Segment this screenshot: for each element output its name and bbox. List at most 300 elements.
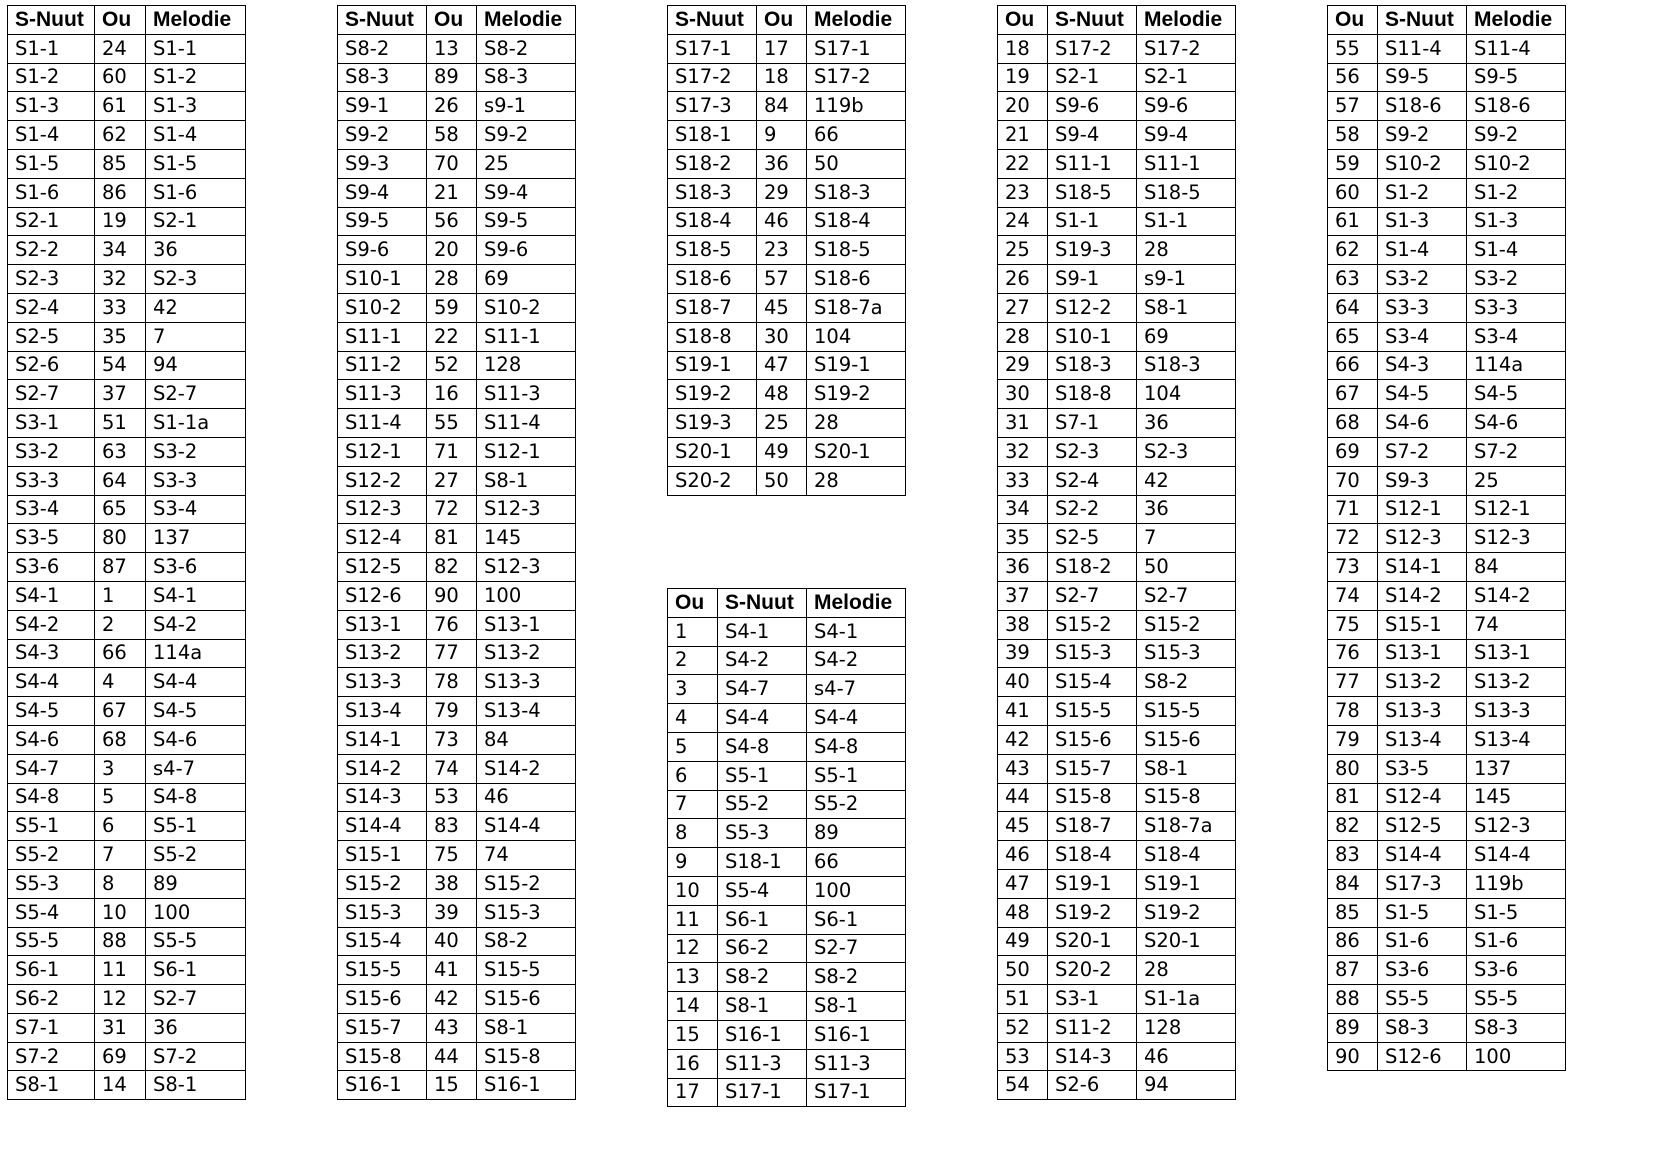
table-cell: 88 xyxy=(95,927,146,956)
table-cell: S18-2 xyxy=(1048,553,1137,582)
table-cell: S5-4 xyxy=(718,876,807,905)
table-row xyxy=(668,207,906,236)
table-cell: 90 xyxy=(427,581,477,610)
column-header: Melodie xyxy=(807,6,906,35)
table-cell: S14-2 xyxy=(338,754,427,783)
table-cell: S8-3 xyxy=(1378,1013,1467,1042)
table-cell: S16-1 xyxy=(718,1020,807,1049)
table-cell: 83 xyxy=(427,812,477,841)
table-cell: S9-4 xyxy=(338,178,427,207)
table-cell: 128 xyxy=(1137,1013,1236,1042)
table-cell: S12-6 xyxy=(338,581,427,610)
table-cell: S4-5 xyxy=(1467,380,1566,409)
table-row xyxy=(998,783,1236,812)
table-cell: 76 xyxy=(427,610,477,639)
table-cell: S2-3 xyxy=(1048,437,1137,466)
table-cell: 77 xyxy=(1328,668,1378,697)
table-cell: 59 xyxy=(427,293,477,322)
table-cell: S12-3 xyxy=(1467,812,1566,841)
table-cell: 13 xyxy=(427,34,477,63)
table-row xyxy=(1328,985,1566,1014)
table-cell: S8-3 xyxy=(1467,1013,1566,1042)
column-header: Ou xyxy=(757,6,807,35)
table-row xyxy=(338,409,576,438)
table-cell: S3-3 xyxy=(146,466,246,495)
table-cell: S20-1 xyxy=(668,437,757,466)
table-cell: 68 xyxy=(1328,409,1378,438)
table-cell: S14-2 xyxy=(1378,581,1467,610)
table-cell: 69 xyxy=(477,265,576,294)
table-row xyxy=(998,293,1236,322)
table-cell: 16 xyxy=(427,380,477,409)
column-header: Melodie xyxy=(477,6,576,35)
table-cell: S9-5 xyxy=(338,207,427,236)
table-cell: 50 xyxy=(998,956,1048,985)
table-row xyxy=(338,265,576,294)
table-cell: 46 xyxy=(757,207,807,236)
table-row xyxy=(998,725,1236,754)
table-cell: 19 xyxy=(998,63,1048,92)
table-cell: S13-1 xyxy=(1378,639,1467,668)
table-cell: S3-6 xyxy=(146,553,246,582)
table-row xyxy=(338,927,576,956)
table-cell: 50 xyxy=(1137,553,1236,582)
table-row xyxy=(998,63,1236,92)
table-cell: 48 xyxy=(998,898,1048,927)
table-row xyxy=(998,553,1236,582)
table-cell: S15-6 xyxy=(1048,725,1137,754)
table-cell: 20 xyxy=(998,92,1048,121)
table-cell: S1-1 xyxy=(1137,207,1236,236)
header-row xyxy=(998,6,1236,35)
table-cell: 25 xyxy=(477,149,576,178)
table-cell: 22 xyxy=(998,149,1048,178)
table-cell: S5-5 xyxy=(1378,985,1467,1014)
table-cell: S7-1 xyxy=(1048,409,1137,438)
table-cell: 8 xyxy=(668,819,718,848)
table-row xyxy=(8,1071,246,1100)
table-cell: S1-6 xyxy=(8,178,95,207)
table-cell: S9-1 xyxy=(338,92,427,121)
table-cell: 94 xyxy=(1137,1071,1236,1100)
table-cell: S15-1 xyxy=(338,841,427,870)
table-cell: S19-3 xyxy=(1048,236,1137,265)
header-row xyxy=(8,6,246,35)
table-cell: 18 xyxy=(998,34,1048,63)
header-row xyxy=(668,6,906,35)
table-row xyxy=(1328,783,1566,812)
table-cell: S2-1 xyxy=(8,207,95,236)
table-cell: S6-2 xyxy=(718,934,807,963)
table-cell: S5-5 xyxy=(146,927,246,956)
table-cell: 51 xyxy=(998,985,1048,1014)
table-cell: S1-3 xyxy=(8,92,95,121)
table-cell: S2-4 xyxy=(8,293,95,322)
table-cell: 69 xyxy=(1137,322,1236,351)
table-cell: 31 xyxy=(998,409,1048,438)
table-cell: S11-1 xyxy=(1137,149,1236,178)
table-row xyxy=(1328,121,1566,150)
table-cell: 69 xyxy=(1328,437,1378,466)
table-cell: S11-1 xyxy=(477,322,576,351)
table-cell: S2-1 xyxy=(1048,63,1137,92)
table-cell: S14-4 xyxy=(338,812,427,841)
table-cell: 83 xyxy=(1328,841,1378,870)
table-cell: 16 xyxy=(668,1049,718,1078)
table-row xyxy=(338,956,576,985)
table-row xyxy=(668,704,906,733)
table-cell: S14-3 xyxy=(1048,1042,1137,1071)
table-cell: 78 xyxy=(1328,697,1378,726)
table-cell: 25 xyxy=(757,409,807,438)
table-cell: S4-6 xyxy=(1467,409,1566,438)
table-cell: 128 xyxy=(477,351,576,380)
table-row xyxy=(1328,841,1566,870)
table-row xyxy=(1328,322,1566,351)
table-cell: 52 xyxy=(427,351,477,380)
table-cell: S13-3 xyxy=(338,668,427,697)
table-cell: S18-3 xyxy=(1137,351,1236,380)
table-row xyxy=(1328,495,1566,524)
table-cell: 76 xyxy=(1328,639,1378,668)
table-cell: S4-1 xyxy=(718,617,807,646)
table-row xyxy=(338,351,576,380)
table-row xyxy=(998,697,1236,726)
table-row xyxy=(1328,668,1566,697)
table-cell: 30 xyxy=(998,380,1048,409)
table-cell: S4-4 xyxy=(807,704,906,733)
table-row xyxy=(998,668,1236,697)
table-cell: S2-3 xyxy=(8,265,95,294)
table-cell: S11-4 xyxy=(338,409,427,438)
table-cell: 58 xyxy=(427,121,477,150)
table-cell: S9-5 xyxy=(477,207,576,236)
table-cell: S15-8 xyxy=(1137,783,1236,812)
table-cell: S18-3 xyxy=(807,178,906,207)
table-cell: S4-1 xyxy=(807,617,906,646)
table-cell: 36 xyxy=(998,553,1048,582)
table-row xyxy=(338,437,576,466)
table-cell: 1 xyxy=(95,581,146,610)
table-row xyxy=(1328,380,1566,409)
table-cell: 55 xyxy=(427,409,477,438)
table-cell: S14-3 xyxy=(338,783,427,812)
table-cell: 72 xyxy=(1328,524,1378,553)
table-row xyxy=(668,34,906,63)
table-cell: S5-1 xyxy=(807,761,906,790)
table-cell: S5-2 xyxy=(807,790,906,819)
table-cell: S3-6 xyxy=(1378,956,1467,985)
table-cell: 86 xyxy=(1328,927,1378,956)
table-row xyxy=(338,1042,576,1071)
table-cell: S17-1 xyxy=(807,1078,906,1107)
table-cell: S5-4 xyxy=(8,898,95,927)
table-cell: S5-1 xyxy=(718,761,807,790)
table-cell: S3-2 xyxy=(1467,265,1566,294)
table-row xyxy=(668,121,906,150)
table-cell: 24 xyxy=(998,207,1048,236)
table-cell: 26 xyxy=(998,265,1048,294)
table-cell: S18-6 xyxy=(1378,92,1467,121)
table-cell: S19-2 xyxy=(1048,898,1137,927)
table-row xyxy=(998,639,1236,668)
table-cell: S18-5 xyxy=(1137,178,1236,207)
table-cell: s4-7 xyxy=(807,675,906,704)
table-cell: S1-1 xyxy=(146,34,246,63)
table-cell: 114a xyxy=(1467,351,1566,380)
table-cell: 100 xyxy=(146,898,246,927)
table-row xyxy=(668,92,906,121)
table-cell: 2 xyxy=(95,610,146,639)
table-row xyxy=(8,581,246,610)
table-row xyxy=(668,351,906,380)
table-cell: S15-6 xyxy=(338,985,427,1014)
table-cell: S13-4 xyxy=(1467,725,1566,754)
table-cell: 45 xyxy=(757,293,807,322)
table-row xyxy=(998,956,1236,985)
table-cell: S1-2 xyxy=(146,63,246,92)
table-cell: 53 xyxy=(427,783,477,812)
table-cell: S12-4 xyxy=(338,524,427,553)
table-cell: 28 xyxy=(1137,956,1236,985)
header-row xyxy=(338,6,576,35)
table-cell: 90 xyxy=(1328,1042,1378,1071)
table-cell: S1-1 xyxy=(1048,207,1137,236)
table-cell: S19-1 xyxy=(668,351,757,380)
table-row xyxy=(8,293,246,322)
table-cell: S15-3 xyxy=(477,898,576,927)
table-cell: S20-2 xyxy=(1048,956,1137,985)
table-cell: S3-6 xyxy=(1467,956,1566,985)
table-row xyxy=(668,293,906,322)
table-cell: 5 xyxy=(668,732,718,761)
table-cell: S15-4 xyxy=(1048,668,1137,697)
table-cell: 33 xyxy=(95,293,146,322)
table-cell: 60 xyxy=(1328,178,1378,207)
table-cell: 9 xyxy=(668,848,718,877)
table-cell: 69 xyxy=(95,1042,146,1071)
table-cell: S11-3 xyxy=(718,1049,807,1078)
table-cell: S16-1 xyxy=(477,1071,576,1100)
table-cell: S5-2 xyxy=(146,841,246,870)
table-row xyxy=(1328,1013,1566,1042)
table-cell: 81 xyxy=(1328,783,1378,812)
table-row xyxy=(8,265,246,294)
table-cell: S15-8 xyxy=(477,1042,576,1071)
table-cell: S8-1 xyxy=(807,992,906,1021)
table-cell: 137 xyxy=(146,524,246,553)
table-cell: 47 xyxy=(998,869,1048,898)
table-row xyxy=(1328,898,1566,927)
table-row xyxy=(8,524,246,553)
table-cell: S18-1 xyxy=(668,121,757,150)
table-row xyxy=(338,869,576,898)
table-cell: S1-5 xyxy=(146,149,246,178)
table-cell: S14-4 xyxy=(1467,841,1566,870)
table-row xyxy=(338,34,576,63)
table-cell: S8-2 xyxy=(1137,668,1236,697)
table-cell: 49 xyxy=(998,927,1048,956)
table-cell: S15-6 xyxy=(477,985,576,1014)
table-cell: S14-2 xyxy=(477,754,576,783)
column-header: Melodie xyxy=(1137,6,1236,35)
table-cell: 18 xyxy=(757,63,807,92)
table-row xyxy=(8,725,246,754)
table-cell: 75 xyxy=(427,841,477,870)
table-row xyxy=(1328,466,1566,495)
table-row xyxy=(1328,610,1566,639)
table-cell: S2-6 xyxy=(1048,1071,1137,1100)
table-cell: 77 xyxy=(427,639,477,668)
table-cell: S3-4 xyxy=(8,495,95,524)
table-cell: S10-2 xyxy=(1467,149,1566,178)
table-cell: S2-3 xyxy=(1137,437,1236,466)
table-row xyxy=(8,1013,246,1042)
table-cell: S6-1 xyxy=(807,905,906,934)
table-cell: 10 xyxy=(668,876,718,905)
table-cell: S20-1 xyxy=(807,437,906,466)
table-row xyxy=(1328,92,1566,121)
table-cell: S1-3 xyxy=(1378,207,1467,236)
table-cell: 43 xyxy=(998,754,1048,783)
table-cell: S8-1 xyxy=(477,466,576,495)
table-cell: S14-2 xyxy=(1467,581,1566,610)
table-row xyxy=(8,351,246,380)
table-cell: S1-2 xyxy=(8,63,95,92)
table-cell: 3 xyxy=(668,675,718,704)
table-cell: S15-5 xyxy=(1137,697,1236,726)
table-row xyxy=(8,898,246,927)
table-cell: S3-5 xyxy=(1378,754,1467,783)
table-cell: 65 xyxy=(1328,322,1378,351)
table-cell: S14-1 xyxy=(338,725,427,754)
table-row xyxy=(1328,639,1566,668)
table-row xyxy=(1328,34,1566,63)
table-cell: 28 xyxy=(998,322,1048,351)
table-row xyxy=(998,524,1236,553)
table-row xyxy=(8,956,246,985)
table-cell: S1-6 xyxy=(146,178,246,207)
table-row xyxy=(338,293,576,322)
table-cell: S2-7 xyxy=(1137,581,1236,610)
table-cell: S9-6 xyxy=(477,236,576,265)
table-cell: 14 xyxy=(668,992,718,1021)
table-cell: S15-3 xyxy=(1048,639,1137,668)
table-cell: 66 xyxy=(807,121,906,150)
table-cell: S2-6 xyxy=(8,351,95,380)
table-cell: 100 xyxy=(1467,1042,1566,1071)
table-cell: S18-6 xyxy=(807,265,906,294)
table-cell: S8-2 xyxy=(807,963,906,992)
table-cell: S17-1 xyxy=(807,34,906,63)
table-cell: S19-3 xyxy=(668,409,757,438)
table-cell: S18-2 xyxy=(668,149,757,178)
table-row xyxy=(338,639,576,668)
table-cell: 27 xyxy=(998,293,1048,322)
table-cell: 54 xyxy=(95,351,146,380)
column-header: S-Nuut xyxy=(8,6,95,35)
table-cell: 39 xyxy=(998,639,1048,668)
table-cell: S18-6 xyxy=(1467,92,1566,121)
table-cell: 63 xyxy=(1328,265,1378,294)
table-cell: 62 xyxy=(1328,236,1378,265)
table-cell: S18-6 xyxy=(668,265,757,294)
table-cell: S5-5 xyxy=(1467,985,1566,1014)
table-cell: S18-7a xyxy=(807,293,906,322)
table-row xyxy=(338,783,576,812)
table-cell: 46 xyxy=(998,841,1048,870)
table-row xyxy=(8,927,246,956)
table-row xyxy=(338,725,576,754)
table-cell: 25 xyxy=(998,236,1048,265)
table-row xyxy=(668,848,906,877)
table-cell: S1-3 xyxy=(1467,207,1566,236)
table-cell: S11-2 xyxy=(338,351,427,380)
table-cell: S18-4 xyxy=(1048,841,1137,870)
table-cell: 100 xyxy=(807,876,906,905)
table-cell: S6-1 xyxy=(8,956,95,985)
table-cell: S15-5 xyxy=(1048,697,1137,726)
table-cell: S8-2 xyxy=(718,963,807,992)
table-cell: S4-4 xyxy=(718,704,807,733)
table-cell: 74 xyxy=(477,841,576,870)
table-row xyxy=(668,992,906,1021)
table-cell: S9-1 xyxy=(1048,265,1137,294)
lookup-table-1 xyxy=(7,5,246,1100)
table-cell: 47 xyxy=(757,351,807,380)
table-row xyxy=(998,898,1236,927)
table-cell: S5-1 xyxy=(146,812,246,841)
table-row xyxy=(338,207,576,236)
table-cell: 84 xyxy=(477,725,576,754)
table-cell: S7-1 xyxy=(8,1013,95,1042)
table-row xyxy=(998,1042,1236,1071)
table-cell: S9-2 xyxy=(1467,121,1566,150)
table-cell: 104 xyxy=(1137,380,1236,409)
table-row xyxy=(1328,553,1566,582)
table-cell: 7 xyxy=(1137,524,1236,553)
table-row xyxy=(338,121,576,150)
table-cell: 15 xyxy=(668,1020,718,1049)
table-cell: 71 xyxy=(1328,495,1378,524)
table-cell: S15-5 xyxy=(477,956,576,985)
table-row xyxy=(1328,956,1566,985)
table-cell: 137 xyxy=(1467,754,1566,783)
table-cell: 36 xyxy=(146,236,246,265)
table-cell: S2-2 xyxy=(1048,495,1137,524)
table-cell: S1-6 xyxy=(1467,927,1566,956)
table-cell: 79 xyxy=(1328,725,1378,754)
table-cell: 23 xyxy=(757,236,807,265)
table-cell: 6 xyxy=(95,812,146,841)
table-cell: S8-2 xyxy=(477,927,576,956)
table-cell: 5 xyxy=(95,783,146,812)
table-cell: 35 xyxy=(998,524,1048,553)
table-cell: S19-2 xyxy=(1137,898,1236,927)
table-row xyxy=(338,697,576,726)
table-row xyxy=(668,963,906,992)
table-row xyxy=(338,812,576,841)
table-cell: 68 xyxy=(95,725,146,754)
table-cell: 52 xyxy=(998,1013,1048,1042)
table-cell: S15-7 xyxy=(338,1013,427,1042)
table-cell: 63 xyxy=(95,437,146,466)
table-cell: 40 xyxy=(427,927,477,956)
table-row xyxy=(338,466,576,495)
table-cell: 87 xyxy=(95,553,146,582)
table-cell: S4-3 xyxy=(8,639,95,668)
table-cell: 42 xyxy=(427,985,477,1014)
